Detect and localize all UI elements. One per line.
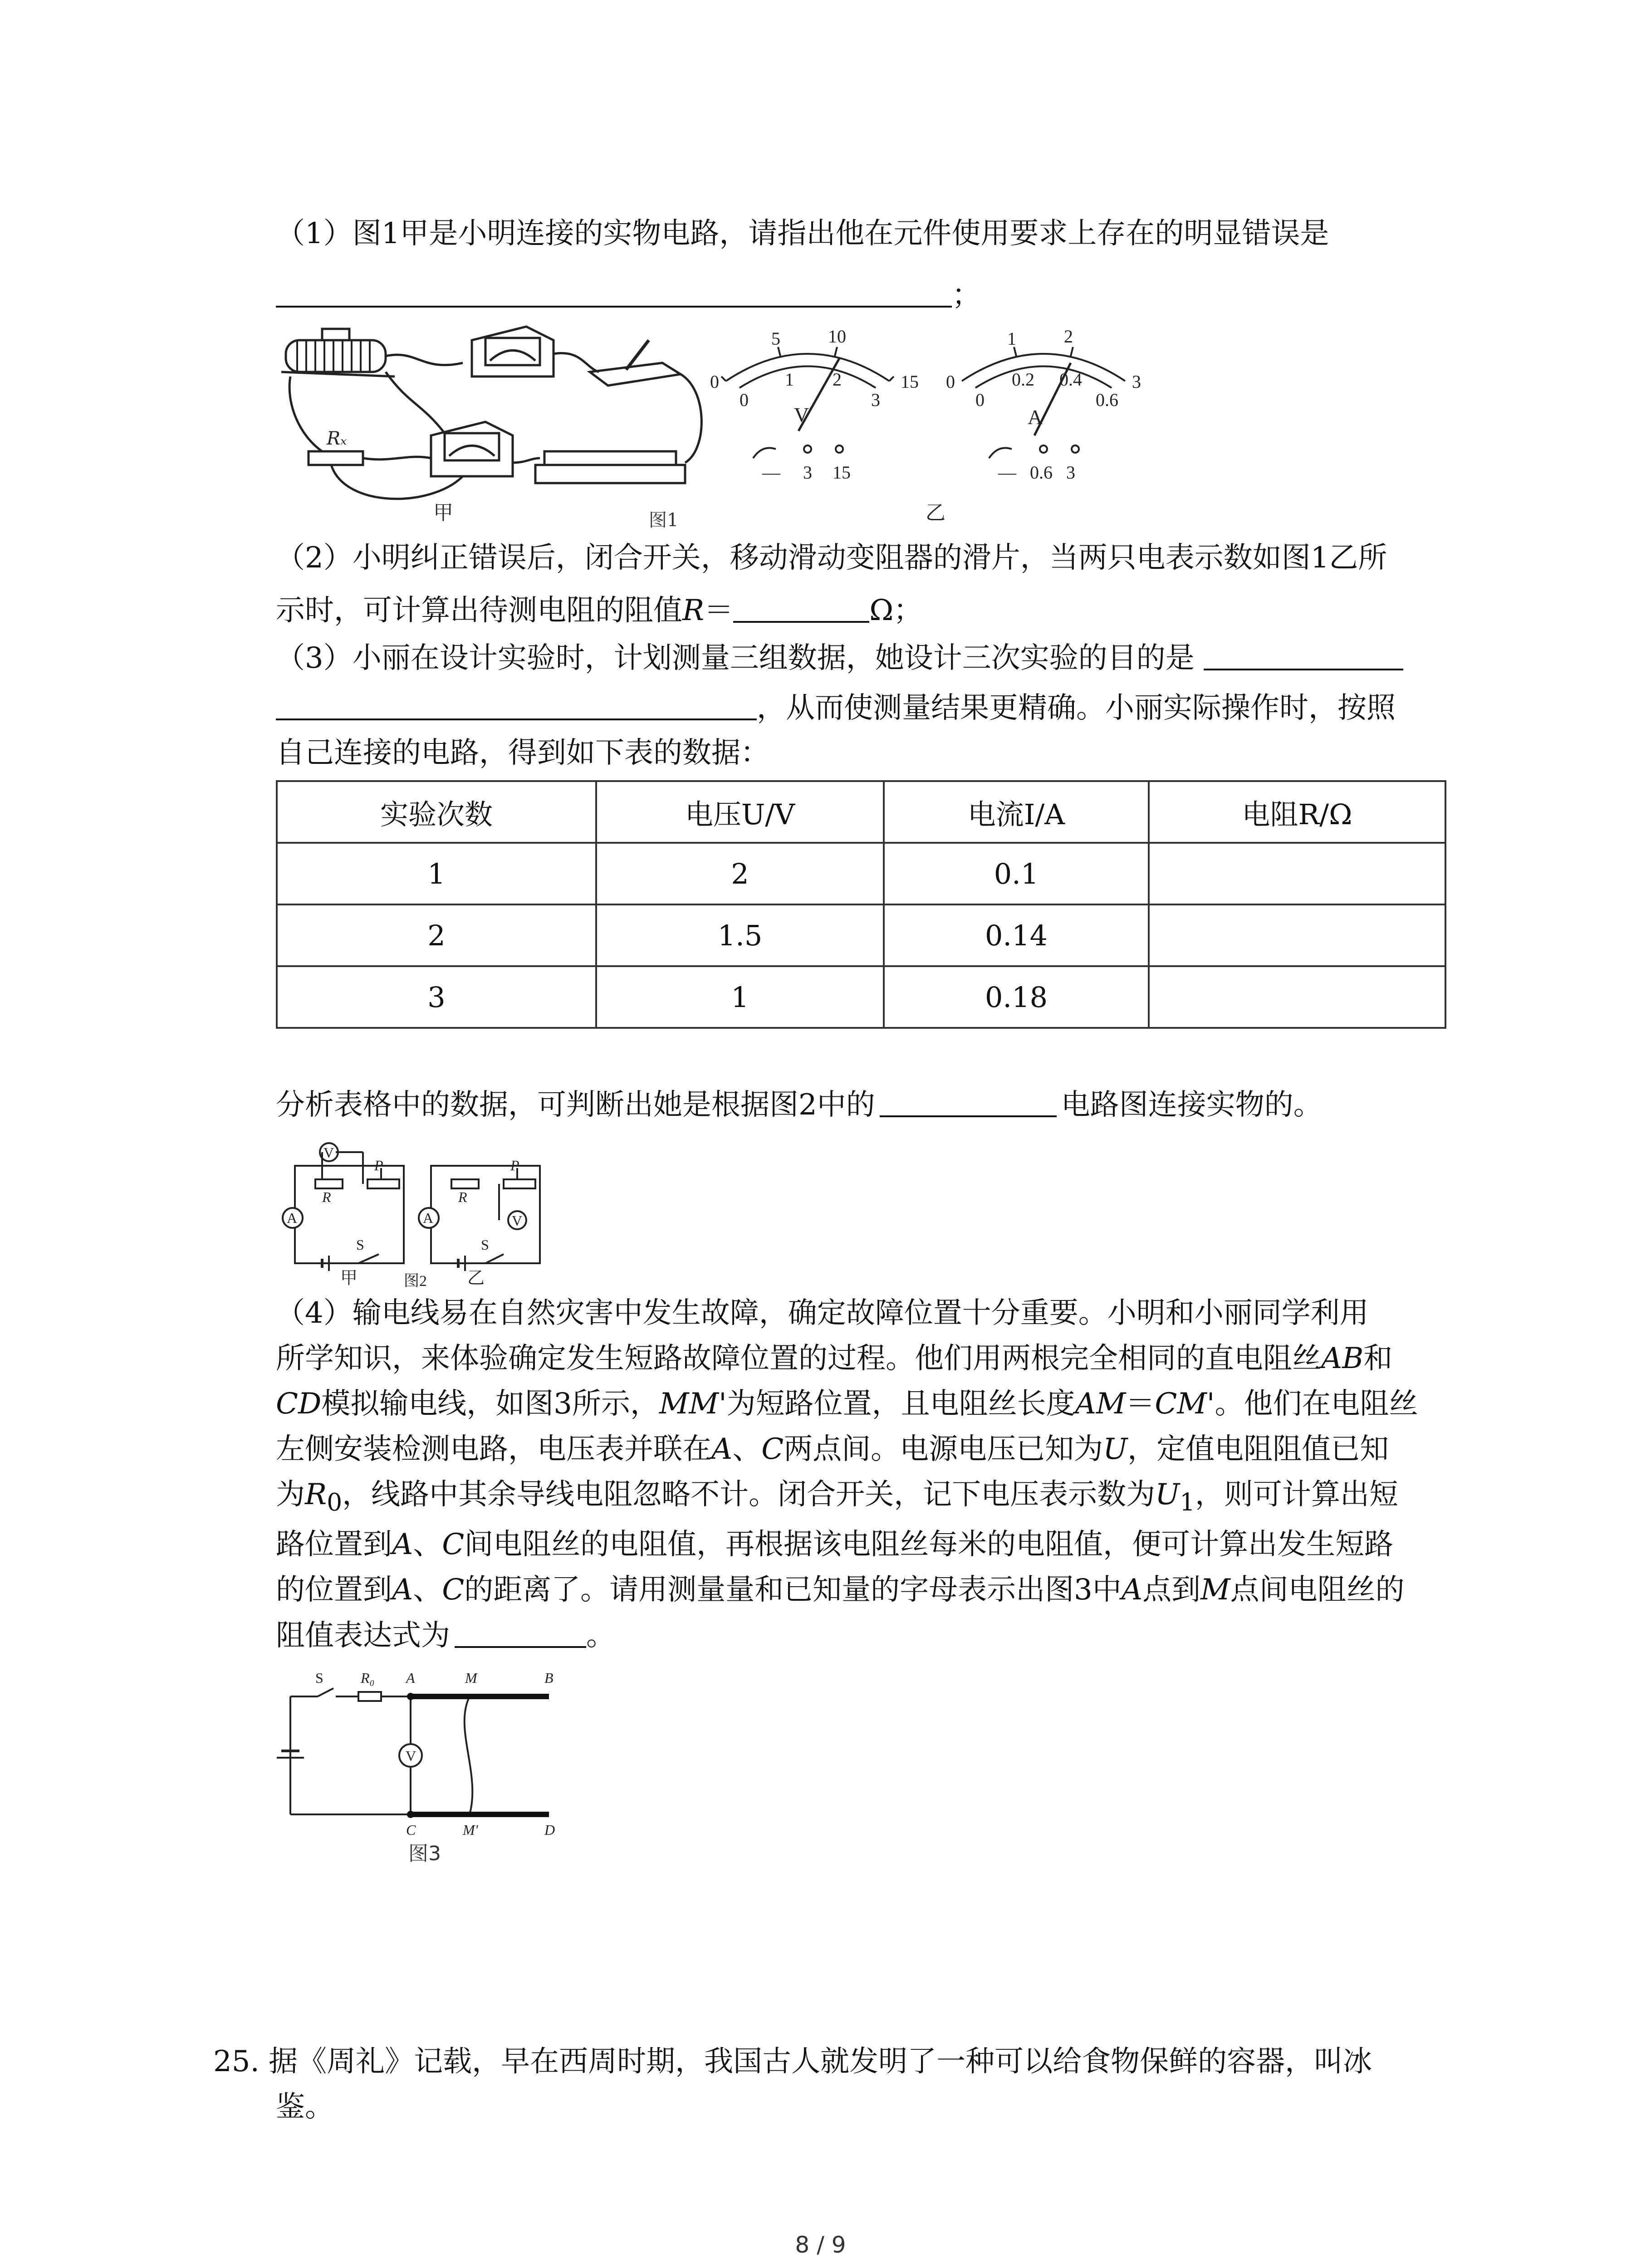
fig1-label-yi: 乙 — [926, 501, 945, 524]
svg-text:R: R — [458, 1189, 467, 1205]
header-trial: 实验次数 — [277, 781, 596, 843]
table-row: 3 1 0.18 — [277, 966, 1445, 1028]
svg-text:2: 2 — [833, 369, 842, 390]
svg-text:V: V — [512, 1212, 523, 1229]
analysis-line: 分析表格中的数据，可判断出她是根据图2中的 电路图连接实物的。 — [276, 1086, 1323, 1123]
voltmeter-label: V — [794, 403, 809, 426]
svg-text:0: 0 — [740, 390, 749, 410]
q3-line2: ，从而使测量结果更精确。小丽实际操作时，按照 — [276, 689, 1396, 726]
svg-text:1: 1 — [785, 369, 794, 390]
page-number: 8 / 9 — [795, 2232, 846, 2258]
svg-text:—: — — [998, 462, 1016, 483]
analysis-blank[interactable] — [880, 1086, 1057, 1117]
q4-line6: 路位置到A、C间电阻丝的电阻值，再根据该电阻丝每米的电阻值，便可计算出发生短路 — [276, 1528, 1394, 1561]
svg-text:R: R — [322, 1189, 331, 1205]
svg-text:0: 0 — [946, 371, 955, 392]
svg-text:10: 10 — [828, 326, 846, 347]
q1-blank[interactable] — [276, 277, 952, 308]
svg-text:—: — — [762, 462, 780, 483]
svg-text:0.6: 0.6 — [1030, 462, 1053, 483]
ammeter-label: A — [1028, 406, 1043, 429]
q4-line1: （4）输电线易在自然灾害中发生故障，确定故障位置十分重要。小明和小丽同学利用 — [276, 1296, 1369, 1330]
q3-line3: 自己连接的电路，得到如下表的数据： — [276, 736, 769, 770]
svg-text:M: M — [465, 1670, 477, 1686]
header-current: 电流I/A — [884, 781, 1149, 843]
svg-text:3: 3 — [1066, 462, 1075, 483]
table-row: 2 1.5 0.14 — [277, 904, 1445, 966]
svg-text:S: S — [356, 1237, 364, 1253]
svg-text:P: P — [374, 1157, 383, 1173]
svg-text:3: 3 — [871, 390, 880, 410]
svg-text:B: B — [544, 1670, 554, 1686]
svg-text:A: A — [406, 1670, 415, 1686]
fig2-label-jia: 甲 — [340, 1269, 358, 1288]
svg-text:0.4: 0.4 — [1059, 369, 1082, 390]
svg-text:R₀: R₀ — [361, 1670, 375, 1686]
fig1-label-jia: 甲 — [433, 501, 453, 524]
svg-text:S: S — [315, 1670, 323, 1686]
figure-1 — [272, 313, 1180, 540]
q3-line1: （3）小丽在设计实验时，计划测量三组数据，她设计三次实验的目的是 — [276, 640, 1403, 676]
q2-line1: （2）小明纠正错误后，闭合开关，移动滑动变阻器的滑片，当两只电表示数如图1乙所 — [276, 541, 1387, 575]
svg-text:1: 1 — [1007, 328, 1016, 349]
q3-blank-2[interactable] — [276, 689, 757, 720]
svg-text:V: V — [406, 1748, 416, 1764]
physical-circuit — [281, 327, 701, 499]
svg-text:0: 0 — [710, 371, 719, 392]
header-resistance: 电阻R/Ω — [1149, 781, 1445, 843]
svg-text:V: V — [323, 1144, 334, 1161]
svg-text:15: 15 — [833, 462, 851, 483]
svg-text:2: 2 — [1064, 326, 1073, 347]
q4-line5: 为$R_0$，线路中其余导线电阻忽略不计。闭合开关，记下电压表示数为$U_1$，则可计算出短 — [276, 1478, 1398, 1516]
q3-blank-1[interactable] — [1204, 640, 1403, 670]
table-row: 1 2 0.1 — [277, 843, 1445, 904]
q2-blank[interactable] — [733, 592, 869, 623]
svg-text:5: 5 — [771, 328, 780, 349]
q4-line7: 的位置到A、C的距离了。请用测量量和已知量的字母表示出图3中A点到M点间电阻丝的 — [276, 1573, 1405, 1607]
q4-line8: 阻值表达式为 。 — [276, 1617, 615, 1654]
q2-line2: 示时，可计算出待测电阻的阻值R＝ Ω； — [276, 592, 922, 629]
q4-line4: 左侧安装检测电路，电压表并联在A、C两点间。电源电压已知为U，定值电阻阻值已知 — [276, 1432, 1389, 1466]
svg-text:A: A — [423, 1210, 434, 1226]
svg-text:0: 0 — [975, 390, 985, 410]
header-voltage: 电压U/V — [596, 781, 884, 843]
rx-label: Rₓ — [327, 428, 347, 449]
q25-line1: 25. 据《周礼》记载，早在西周时期，我国古人就发明了一种可以给食物保鲜的容器，叫冰 — [213, 2045, 1372, 2078]
svg-text:0.2: 0.2 — [1012, 369, 1034, 390]
q4-blank[interactable] — [455, 1617, 586, 1648]
data-table — [276, 780, 1446, 1029]
q4-line2: 所学知识，来体验确定发生短路故障位置的过程。他们用两根完全相同的直电阻丝AB和 — [276, 1342, 1393, 1375]
figure-2 — [272, 1134, 590, 1288]
fig2-caption: 图2 — [404, 1273, 427, 1288]
svg-text:C: C — [406, 1822, 416, 1838]
q4-line3: CD模拟输电线，如图3所示，MM'为短路位置，且电阻丝长度AM＝CM'。他们在电阻丝 — [276, 1387, 1418, 1421]
svg-text:0.6: 0.6 — [1096, 390, 1118, 410]
fig2-label-yi: 乙 — [467, 1269, 485, 1288]
svg-text:A: A — [287, 1210, 298, 1226]
svg-text:D: D — [544, 1822, 555, 1838]
svg-text:S: S — [481, 1237, 489, 1253]
svg-text:M': M' — [463, 1822, 478, 1838]
svg-text:3: 3 — [1132, 371, 1141, 392]
svg-text:3: 3 — [803, 462, 812, 483]
q1-text: （1）图1甲是小明连接的实物电路，请指出他在元件使用要求上存在的明显错误是 — [276, 217, 1329, 250]
svg-text:15: 15 — [901, 371, 919, 392]
q1-answer-line: ； — [276, 277, 981, 313]
fig3-caption-text: 图3 — [408, 1842, 441, 1865]
svg-text:P: P — [510, 1157, 519, 1173]
q25-line2: 鉴。 — [276, 2090, 334, 2124]
table-header-row — [277, 781, 1445, 843]
fig1-caption: 图1 — [649, 510, 679, 531]
figure-3 — [272, 1660, 617, 1842]
